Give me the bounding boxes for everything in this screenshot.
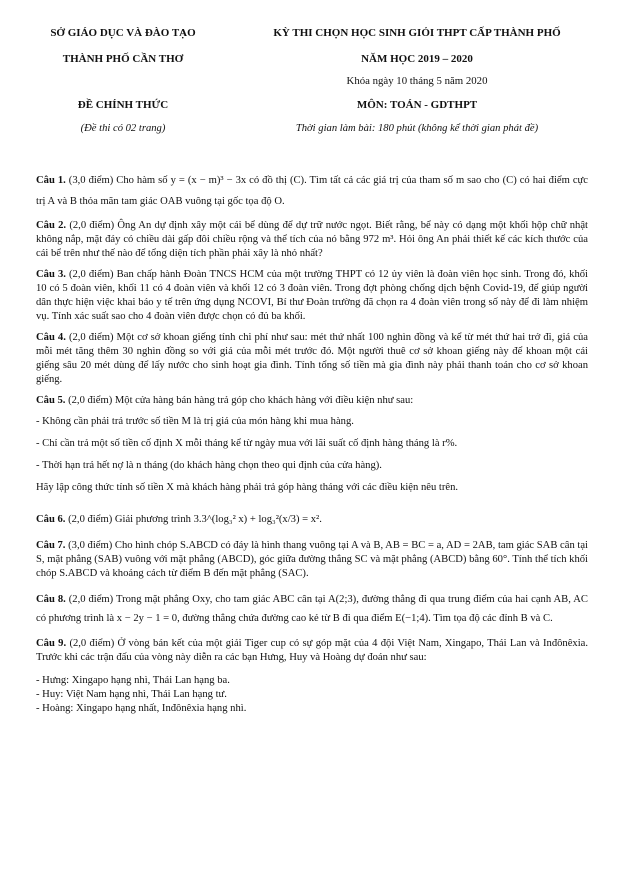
question-7-text: (3,0 điểm) Cho hình chóp S.ABCD có đáy là hình thang vuông tại A và B, AB = BC = a, AD = 2AB, tam giác SAB cân tại S, mặt phẳng (SAB) vuông với mặt phẳng (ABCD), góc giữa đường thẳng SC và mặt phẳng (ABCD) bằng 60°. Tính thể tích khối chóp S.ABCD và khoảng cách từ điểm B đến mặt phẳng (SAC). (36, 540, 589, 579)
exam-title-line-2: NĂM HỌC 2019 – 2020 (361, 53, 473, 65)
question-3-text: (2,0 điểm) Ban chấp hành Đoàn TNCS HCM của một trường THPT có 12 ủy viên là đoàn viên học sinh. Trong đó, khối 10 có 5 đoàn viên, khối 11 có 4 đoàn viên và khối 12 có 3 đoàn viên. Trong đợt phòng chống dịch bệnh Covid-19, để giúp người dân thực hiện việc khai báo y tế trên ứng dụng NCOVI, Bí thư Đoàn trường đã chọn ra 4 đoàn viên trong số này để đi làm nhiệm vụ. Tính xác suất sao cho 4 đoàn viên được chọn có đủ ba khối. (36, 269, 588, 322)
question-7-label: Câu 7. (36, 540, 66, 551)
question-6-text: (2,0 điểm) Giải phương trình 3.3^(log₃² x) + log₃²(x/3) = x². (68, 514, 322, 525)
question-2-text: (2,0 điểm) Ông An dự định xây một cái bể dùng để dự trữ nước ngọt. Biết rằng, bể này có dạng một khối hộp chữ nhật không nắp, mặt đáy có chiều dài gấp đôi chiều rộng và thể tích của nó bằng 972 m³. Hỏi ông An phải thiết kế các kích thước của cái bể trên như thế nào để tổng diện tích phần phải xây là nhỏ nhất? (36, 220, 588, 259)
q5-condition-3: - Thời hạn trả hết nợ là n tháng (do khách hàng chọn theo qui định của cửa hàng). (36, 460, 382, 471)
question-5 (36, 394, 588, 408)
question-6 (36, 513, 588, 527)
question-8-label: Câu 8. (36, 594, 66, 605)
question-1 (36, 170, 588, 212)
exam-date: Khóa ngày 10 tháng 5 năm 2020 (346, 75, 488, 87)
question-5-text: (2,0 điểm) Một cửa hàng bán hàng trả góp cho khách hàng với điều kiện như sau: (68, 395, 414, 406)
question-2 (36, 219, 588, 261)
question-7 (36, 539, 588, 581)
question-9-label: Câu 9. (36, 638, 67, 649)
department-line-2: THÀNH PHỐ CẦN THƠ (62, 53, 184, 65)
question-9-text: (2,0 điểm) Ở vòng bán kết của một giải Tiger cup có sự góp mặt của 4 đội Việt Nam, Xingapo, Thái Lan và Inđônêxia. Trước khi các trận đấu của vòng này diễn ra các bạn Hưng, Huy và Hoàng dự đoán như sau: (36, 638, 589, 663)
question-1-label: Câu 1. (36, 175, 66, 186)
department-line-1: SỞ GIÁO DỤC VÀ ĐÀO TẠO (50, 27, 196, 39)
question-2-label: Câu 2. (36, 220, 67, 231)
q5-condition-2: - Chỉ cần trả một số tiền cố định X mỗi tháng kể từ ngày mua với lãi suất cố định hàng tháng là r%. (36, 438, 458, 449)
question-4 (36, 331, 588, 387)
question-4-label: Câu 4. (36, 332, 66, 343)
pages-note: (Đề thi có 02 trang) (80, 123, 166, 134)
time-note: Thời gian làm bài: 180 phút (không kể thời gian phát đề) (295, 123, 539, 134)
prediction-huy: - Huy: Việt Nam hạng nhì, Thái Lan hạng tư. (36, 689, 227, 700)
question-8-text: (2,0 điểm) Trong mặt phẳng Oxy, cho tam giác ABC cân tại A(2;3), đường thẳng đi qua trung điểm của hai cạnh AB, AC có phương trình là x − 2y − 1 = 0, đường thẳng chứa đường cao kẻ từ B đi qua điểm E(−1;4). Tìm tọa độ các đỉnh B và C. (36, 594, 588, 624)
question-6-label: Câu 6. (36, 514, 66, 525)
prediction-hung: - Hưng: Xingapo hạng nhì, Thái Lan hạng ba. (36, 675, 230, 686)
question-3-label: Câu 3. (36, 269, 66, 280)
subject-label: MÔN: TOÁN - GDTHPT (356, 99, 478, 111)
q5-request: Hãy lập công thức tính số tiền X mà khách hàng phải trả góp hàng tháng với các điều kiện nêu trên. (36, 482, 459, 493)
prediction-hoang: - Hoàng: Xingapo hạng nhất, Inđônêxia hạng nhì. (36, 703, 247, 714)
exam-title-line-1: KỲ THI CHỌN HỌC SINH GIỎI THPT CẤP THÀNH PHỐ (273, 27, 561, 39)
question-1-text: (3,0 điểm) Cho hàm số y = (x − m)³ − 3x có đồ thị (C). Tìm tất cả các giá trị của tham số m sao cho (C) có hai điểm cực trị A và B thỏa mãn tam giác OAB vuông tại gốc tọa độ O. (36, 175, 588, 207)
question-4-text: (2,0 điểm) Một cơ sở khoan giếng tính chi phí như sau: mét thứ nhất 100 nghìn đồng và kể từ mét thứ hai trở đi, giá của mỗi mét tăng thêm 30 nghìn đồng so với giá của mỗi mét trước đó. Một người thuê cơ sở khoan giếng này để khoan một cái giếng sâu 20 mét dùng để lấy nước cho sinh hoạt gia đình. Tính tổng số tiền mà gia đình này phải thanh toán cho cơ sở khoan giếng. (36, 332, 589, 385)
exam-body (36, 170, 588, 716)
question-3 (36, 268, 588, 324)
question-8 (36, 590, 588, 628)
q5-condition-1: - Không cần phải trả trước số tiền M là trị giá của món hàng khi mua hàng. (36, 416, 354, 427)
question-5-label: Câu 5. (36, 395, 66, 406)
question-9 (36, 637, 588, 665)
official-label: ĐỀ CHÍNH THỨC (77, 99, 169, 111)
